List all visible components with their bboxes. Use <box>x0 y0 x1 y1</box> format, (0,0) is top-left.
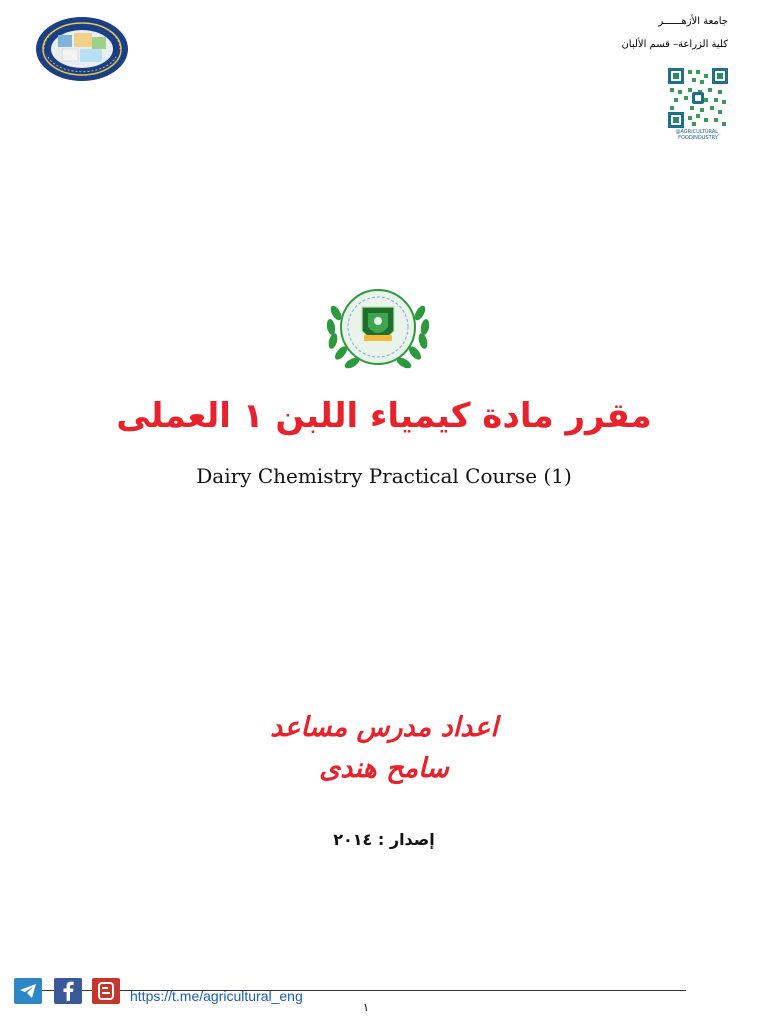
channel-emblem-logo <box>322 283 434 377</box>
facebook-icon[interactable] <box>54 978 82 1004</box>
header-institution <box>568 15 728 52</box>
english-course-title: Dairy Chemistry Practical Course (1) <box>196 464 572 488</box>
faculty-seal-logo <box>34 15 130 83</box>
blogger-icon[interactable] <box>92 978 120 1004</box>
university-name: جامعة الأزهــــــر <box>658 16 728 27</box>
qr-caption-line2: FOODINDUSTRY <box>678 135 718 141</box>
qr-caption <box>655 129 741 141</box>
faculty-department: كلية الزراعة– قسم الألبان <box>621 39 728 50</box>
telegram-channel-link[interactable]: https://t.me/agricultural_eng <box>130 988 303 1004</box>
author-name: سامح هندى <box>319 753 449 784</box>
telegram-icon[interactable] <box>14 978 42 1004</box>
qr-caption-line1: @AGRICULTURAL_ <box>675 129 721 135</box>
prepared-by-label: اعداد مدرس مساعد <box>270 712 498 743</box>
qr-code[interactable] <box>668 68 728 128</box>
page-number: ١ <box>363 1001 369 1014</box>
arabic-course-title: مقرر مادة كيمياء اللبن ١ العملى <box>116 396 652 436</box>
edition-year: إصدار : ٢٠١٤ <box>333 830 435 849</box>
